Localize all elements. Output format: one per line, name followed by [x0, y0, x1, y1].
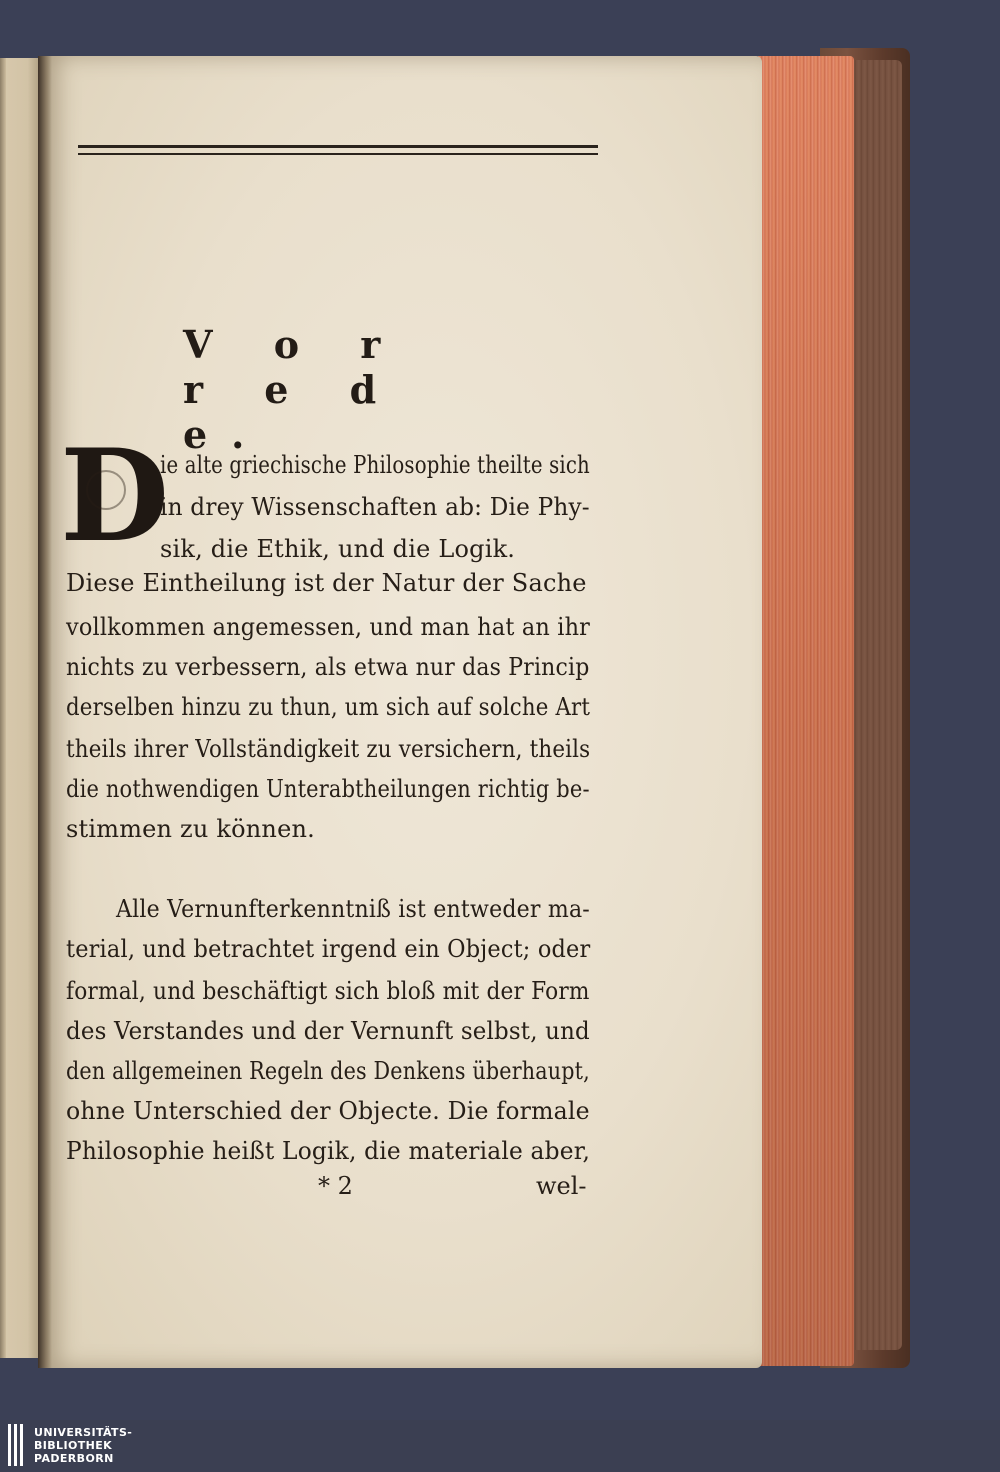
logo-line: UNIVERSITÄTS- [34, 1426, 133, 1439]
text-line: stimmen zu können. [66, 815, 315, 843]
text-line: des Verstandes und der Vernunft selbst, und [66, 1017, 590, 1045]
logo-line: PADERBORN [34, 1452, 114, 1465]
text-line: ie alte griechische Philosophie theilte sich [160, 451, 590, 479]
text-line: in drey Wissenschaften ab: Die Phy- [160, 493, 590, 521]
drop-capital: D [60, 422, 170, 570]
text-line: vollkommen angemessen, und man hat an ihr [66, 613, 591, 641]
text-line: nichts zu verbessern, als etwa nur das Princip [66, 653, 590, 681]
page-fore-edge-shade [758, 56, 854, 1366]
text-line: die nothwendigen Unterabtheilungen richtig be- [66, 775, 590, 803]
header-rule-bottom [78, 153, 598, 155]
drop-capital-ornament [86, 470, 126, 510]
page-title: V o r r e d e. [183, 322, 405, 457]
catchword: wel- [536, 1172, 587, 1200]
text-line: terial, und betrachtet irgend ein Object; oder [66, 935, 591, 963]
text-line: formal, und beschäftigt sich bloß mit der Form [66, 977, 590, 1005]
library-logo-icon [8, 1424, 28, 1466]
facing-page-shadow [0, 58, 6, 1358]
text-line: sik, die Ethik, und die Logik. [160, 535, 516, 563]
text-line: Alle Vernunfterkenntniß ist entweder ma- [116, 895, 590, 923]
text-line: Diese Eintheilung ist der Natur der Sache [66, 569, 587, 597]
text-line: ohne Unterschied der Objecte. Die formale [66, 1097, 590, 1125]
text-line: theils ihrer Vollständigkeit zu versichern, theils [66, 735, 591, 763]
page-gutter [38, 56, 52, 1368]
text-line: derselben hinzu zu thun, um sich auf solche Art [66, 693, 591, 721]
header-rule-top [78, 145, 598, 148]
library-logo-text [34, 1426, 132, 1465]
text-line: Philosophie heißt Logik, die materiale aber, [66, 1137, 591, 1165]
signature-mark: * 2 [318, 1172, 353, 1200]
book-cover-edge [850, 60, 902, 1350]
text-line: den allgemeinen Regeln des Denkens überhaupt, [66, 1057, 590, 1085]
footer-bar [0, 1420, 1000, 1472]
logo-line: BIBLIOTHEK [34, 1439, 113, 1452]
